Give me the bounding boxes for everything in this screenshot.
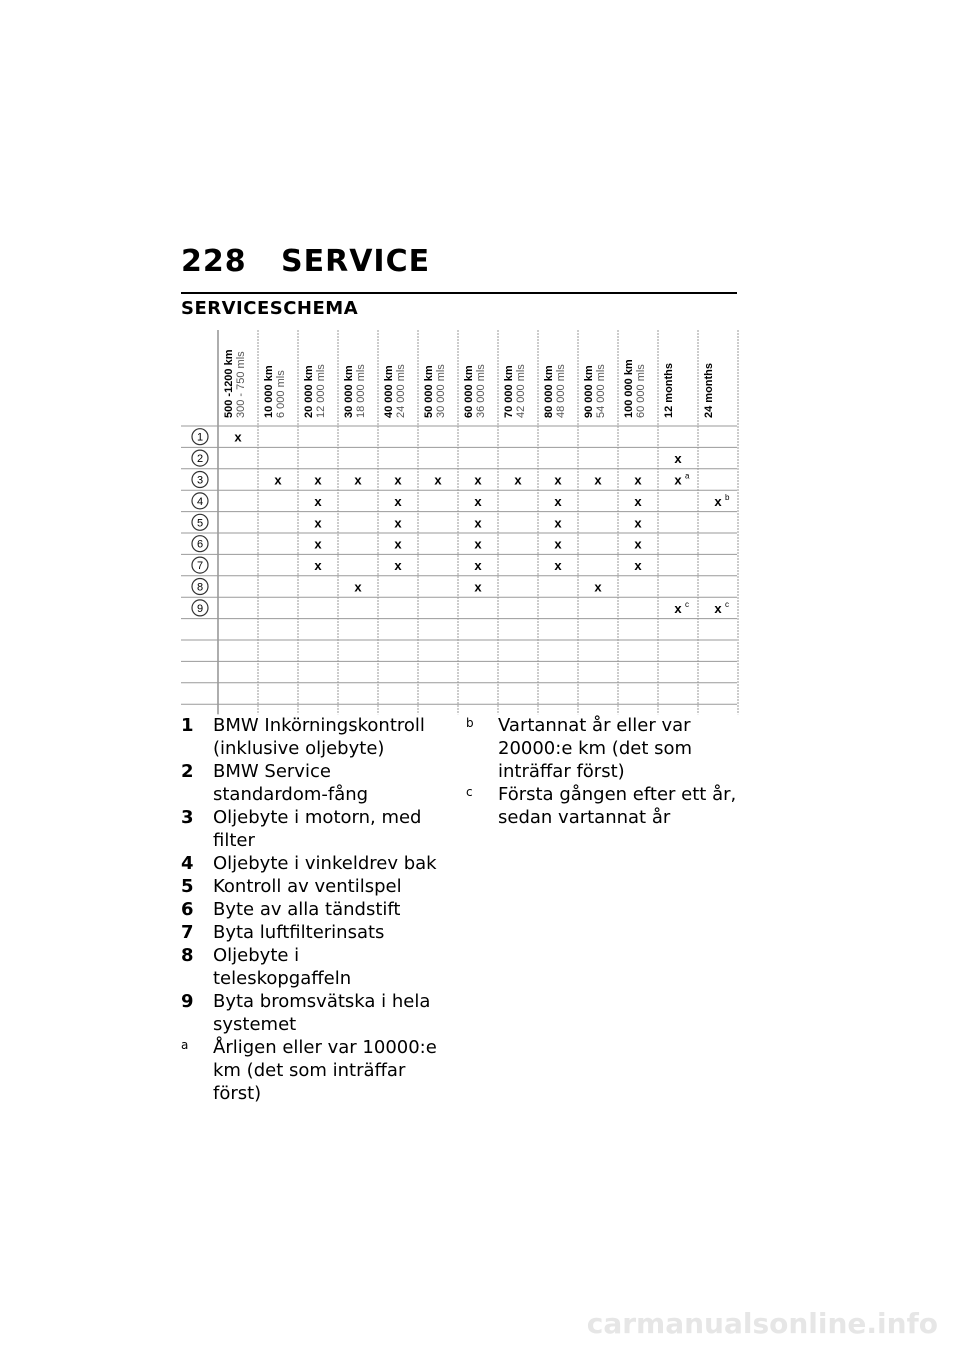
footnote: b Vartannat år eller var 20000:e km (det som inträffar först) [466, 715, 693, 782]
subtitle: SERVICESCHEMA [181, 298, 359, 319]
service-mark: x [514, 472, 522, 488]
service-mark: x [714, 493, 722, 509]
row-number: 7 [196, 560, 204, 573]
column-header-mls: 36 000 mls [475, 364, 487, 418]
service-mark-note: a [685, 471, 690, 481]
service-mark: x [314, 472, 322, 488]
service-mark: x [554, 558, 562, 574]
legend-item: 6 Byte av alla tändstift [181, 899, 401, 920]
service-mark-note: c [685, 599, 689, 609]
service-mark: x [314, 493, 322, 509]
column-header-mls: 48 000 mls [555, 364, 567, 418]
column-header-km: 24 months [703, 362, 715, 418]
service-mark: x [354, 472, 362, 488]
service-mark: x [594, 579, 602, 595]
row-number: 6 [196, 538, 204, 551]
column-header-mls: 54 000 mls [595, 364, 607, 418]
section-title: SERVICE [281, 244, 431, 279]
service-mark: x [554, 493, 562, 509]
service-mark: x [474, 536, 482, 552]
column-header [423, 364, 447, 418]
service-mark: x [554, 536, 562, 552]
service-mark: x [594, 472, 602, 488]
service-mark: x [474, 515, 482, 531]
column-header-mls: 30 000 mls [435, 364, 447, 418]
service-mark: x [634, 515, 642, 531]
column-header-mls: 12 000 mls [315, 364, 327, 418]
column-header-km: 500 -1200 km [223, 349, 235, 418]
service-mark: x [274, 472, 282, 488]
column-header [543, 364, 567, 418]
column-header [383, 364, 407, 418]
column-header [303, 364, 327, 418]
column-header-km: 50 000 km [423, 365, 435, 418]
legend-item: 4 Oljebyte i vinkeldrev bak [181, 853, 437, 874]
service-mark: x [634, 558, 642, 574]
service-mark: x [234, 429, 242, 445]
legend-item: 7 Byta luftfilterinsats [181, 922, 385, 943]
column-header-km: 12 months [663, 362, 675, 418]
page-number: 228 [181, 244, 247, 279]
legend-item: 9 Byta bromsvätska i hela systemet [181, 991, 431, 1035]
service-mark: x [474, 579, 482, 595]
column-header-km: 40 000 km [383, 365, 395, 418]
column-header [663, 363, 675, 418]
legend-item: 3 Oljebyte i motorn, med filter [181, 807, 422, 851]
column-header-mls: 18 000 mls [355, 364, 367, 418]
footnotes [466, 714, 746, 829]
column-header-mls: 42 000 mls [515, 364, 527, 418]
row-number: 5 [196, 517, 204, 530]
legend-items [181, 714, 441, 1105]
column-header [583, 364, 607, 418]
service-mark: x [634, 493, 642, 509]
column-header-km: 90 000 km [583, 365, 595, 418]
column-header-mls: 60 000 mls [635, 364, 647, 418]
row-number: 4 [196, 495, 204, 508]
footnote: c Första gången efter ett år, sedan vartannat år [466, 784, 737, 828]
service-mark: x [394, 493, 402, 509]
service-mark: x [314, 558, 322, 574]
service-mark: x [554, 472, 562, 488]
service-mark: x [554, 515, 562, 531]
service-mark: x [634, 536, 642, 552]
service-mark: x [394, 536, 402, 552]
column-header [703, 363, 715, 418]
column-header-km: 10 000 km [263, 365, 275, 418]
service-mark: x [674, 600, 682, 616]
service-mark-note: b [725, 492, 730, 502]
service-mark: x [314, 515, 322, 531]
row-number: 1 [196, 431, 204, 444]
row-number: 8 [196, 581, 204, 594]
column-header [623, 359, 647, 418]
row-number: 2 [196, 453, 204, 466]
column-header [503, 364, 527, 418]
column-header-km: 80 000 km [543, 365, 555, 418]
service-mark: x [394, 558, 402, 574]
legend-item: 2 BMW Service standardom-fång [181, 761, 369, 805]
column-header-km: 60 000 km [463, 365, 475, 418]
footnote: a Årligen eller var 10000:e km (det som inträffar först) [181, 1037, 437, 1104]
column-header [223, 349, 247, 418]
row-number: 3 [196, 474, 204, 487]
column-header [263, 365, 287, 418]
legend-item: 8 Oljebyte i teleskopgaffeln [181, 945, 352, 989]
column-header-km: 100 000 km [623, 359, 635, 418]
service-mark: x [474, 472, 482, 488]
legend-item: 1 BMW Inkörningskontroll (inklusive oljebyte) [181, 715, 425, 759]
service-mark-note: c [725, 599, 729, 609]
legend-item: 5 Kontroll av ventilspel [181, 876, 402, 897]
service-mark: x [474, 493, 482, 509]
column-header-km: 30 000 km [343, 365, 355, 418]
service-mark: x [394, 515, 402, 531]
column-header-mls: 300 - 750 mls [235, 351, 247, 418]
service-mark: x [314, 536, 322, 552]
watermark: carmanualsonline.info [586, 1307, 938, 1340]
service-mark: x [394, 472, 402, 488]
column-header-km: 20 000 km [303, 365, 315, 418]
column-header [463, 364, 487, 418]
service-mark: x [714, 600, 722, 616]
column-header [343, 364, 367, 418]
service-mark: x [634, 472, 642, 488]
row-number: 9 [196, 602, 204, 615]
service-mark: x [474, 558, 482, 574]
column-header-mls: 6 000 mls [275, 370, 287, 418]
column-header-km: 70 000 km [503, 365, 515, 418]
service-mark: x [434, 472, 442, 488]
column-header-mls: 24 000 mls [395, 364, 407, 418]
service-mark: x [354, 579, 362, 595]
service-mark: x [674, 451, 682, 467]
service-mark: x [674, 472, 682, 488]
